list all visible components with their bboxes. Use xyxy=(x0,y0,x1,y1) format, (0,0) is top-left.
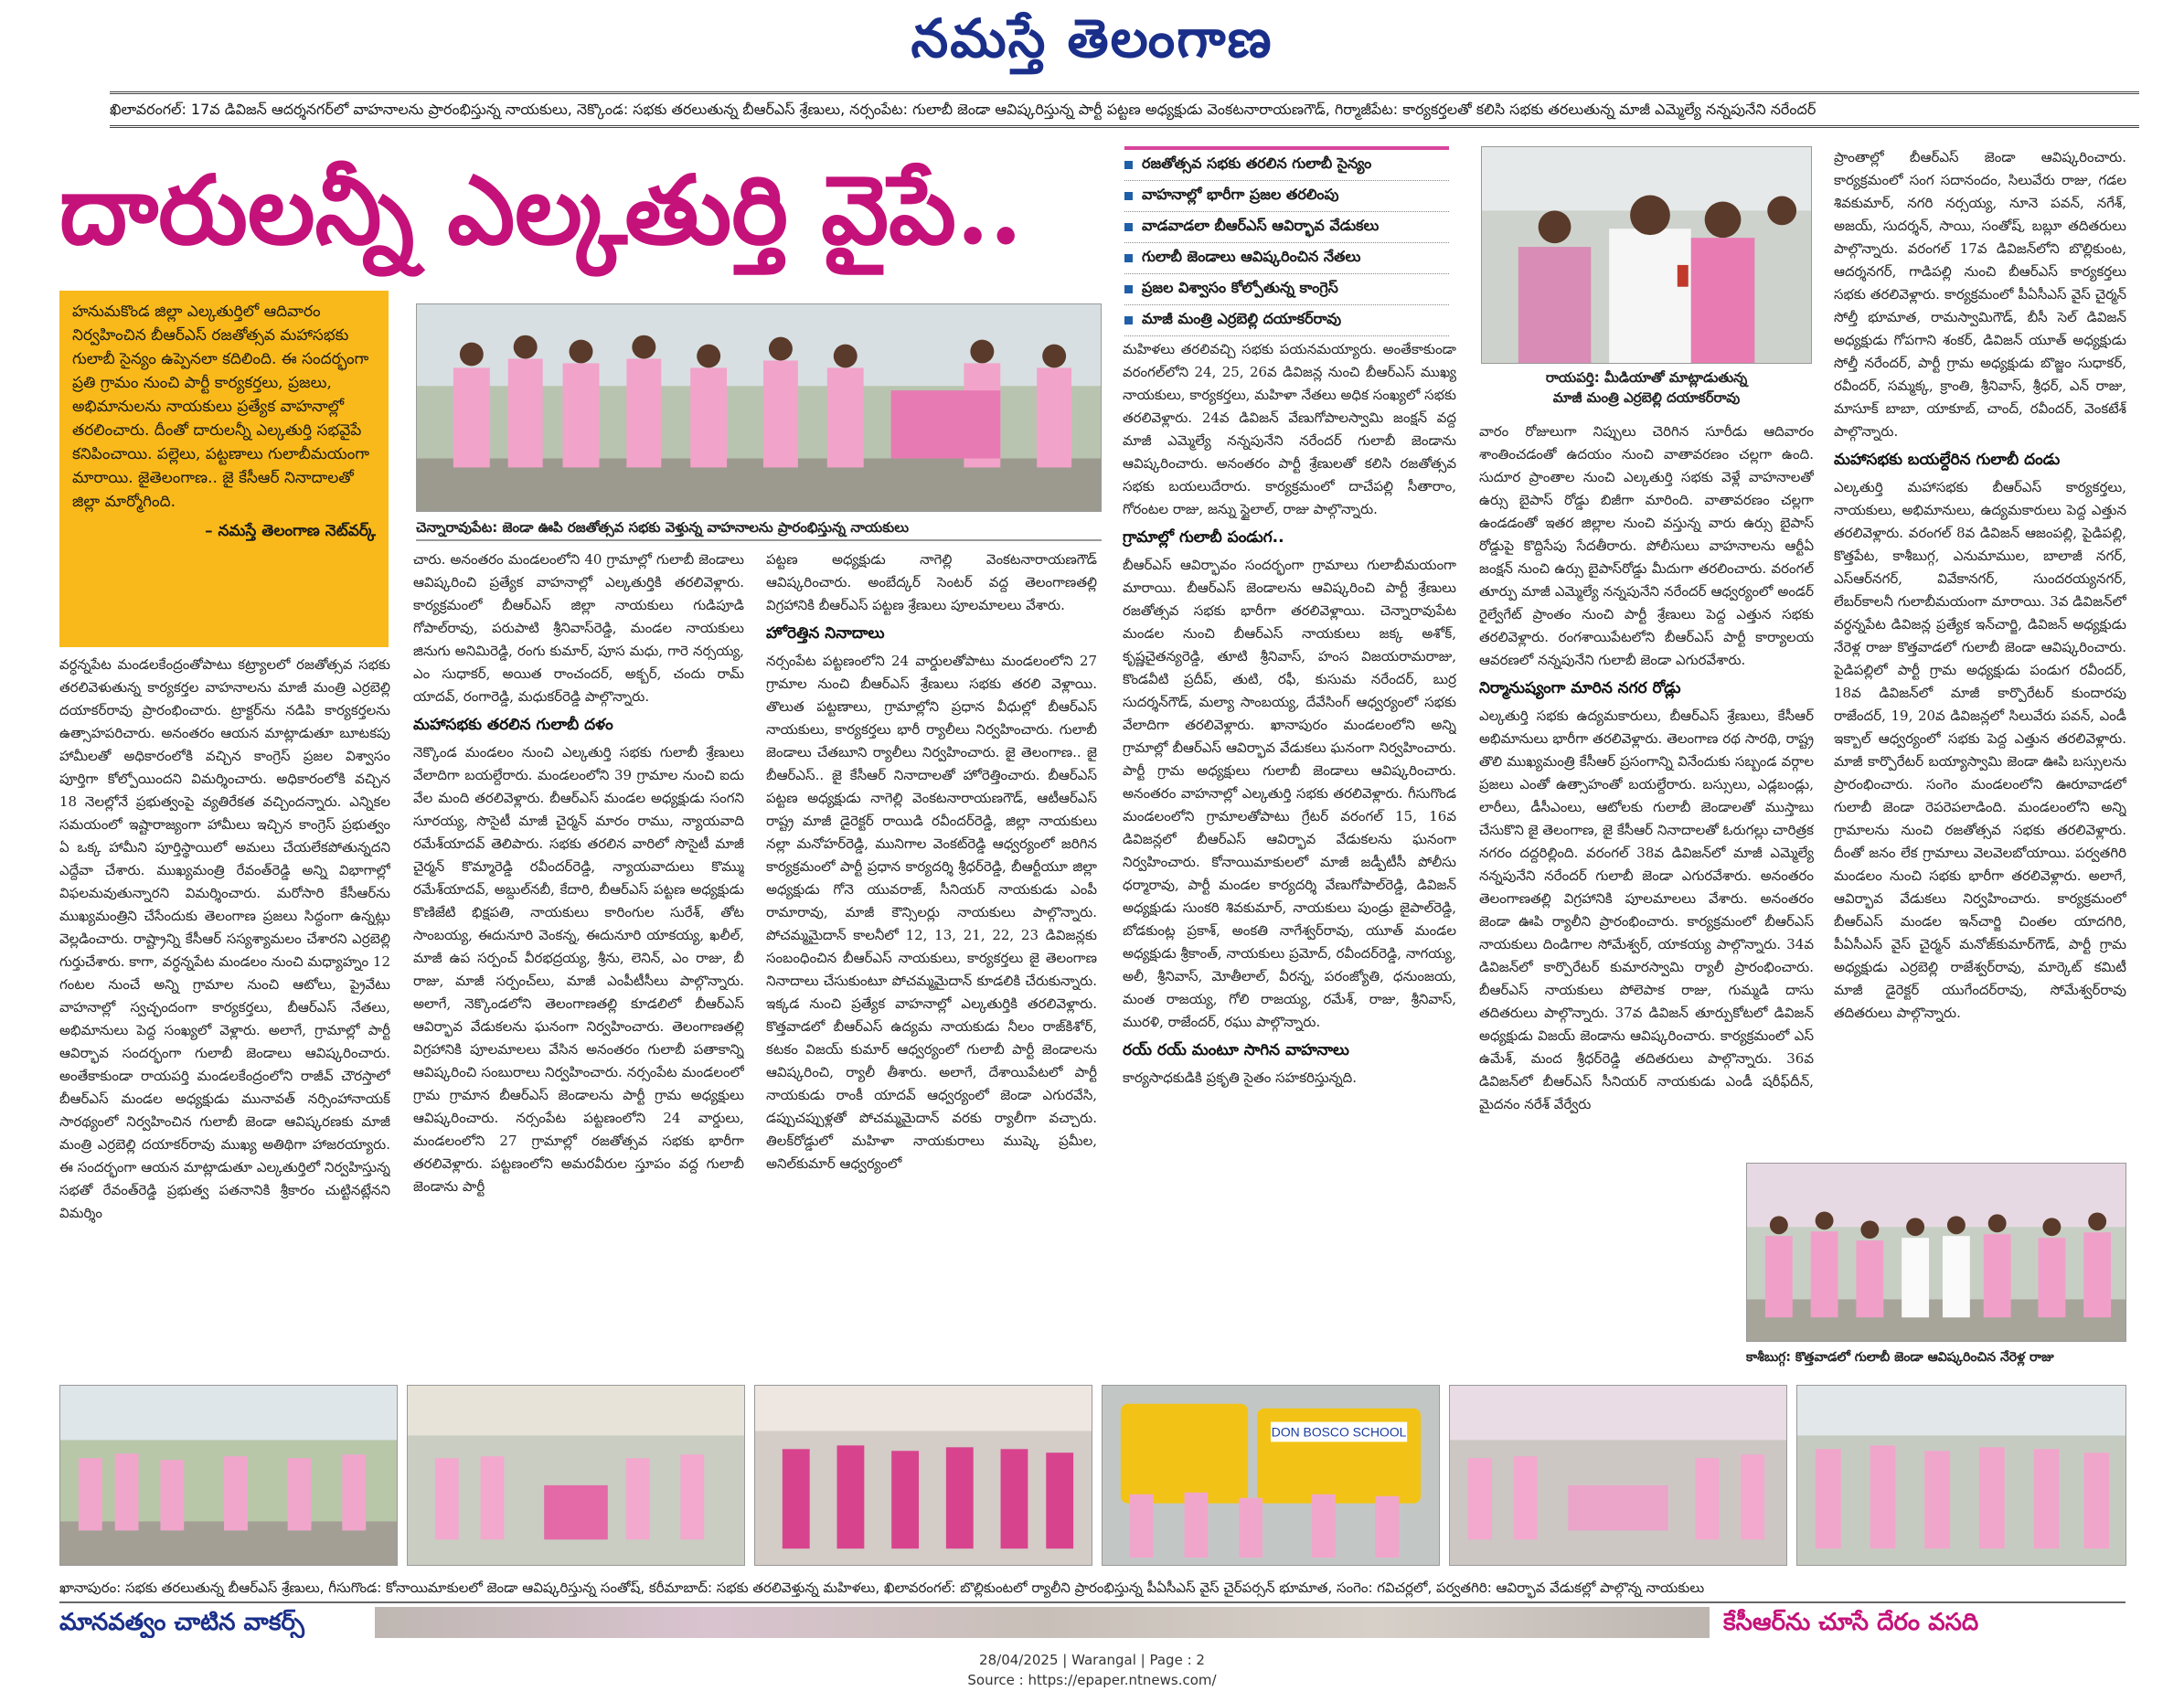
highlight-item: మాజీ మంత్రి ఎర్రబెల్లి దయాకర్‌రావు xyxy=(1124,305,1449,336)
bullet-square-icon xyxy=(1124,254,1133,262)
article-column-3 xyxy=(766,548,1097,1376)
intro-box xyxy=(59,291,389,647)
bus-sign-text: DON BOSCO SCHOOL xyxy=(1271,1424,1407,1440)
bottom-photo-parvathagiri xyxy=(1796,1385,2126,1566)
page-footer xyxy=(0,1650,2184,1690)
bullet-square-icon xyxy=(1124,285,1133,293)
column-2-text: చారు. అనంతరం మండలంలోని 40 గ్రామాల్లో గులాబీ జెండాలు ఆవిష్కరించి ప్రత్యేక వాహనాల్లో ఎల్కతుర్తికి తరలివెళ్లారు. కార్యక్రమంలో బీఆర్‌ఎస్‌ జిల్లా నాయకులు గుడిపూడి గోపాల్‌రావు, పరుపాటి శ్రీనివాస్‌రెడ్డి, మండల నాయకులు జినుగు అనిమిరెడ్డి, రంగు కుమార్‌, పూస మధు, గారె నర్సయ్య, ఎం సుధాకర్‌, అయిత రాంచందర్‌, అక్బర్‌, చందు రామ్‌ యాదవ్‌, రంగారెడ్డి, మధుకర్‌రెడ్డి పాల్గొన్నారు. xyxy=(413,551,744,705)
right-top-caption-line1: రాయపర్తి: మీడియాతో మాట్లాడుతున్న xyxy=(1545,369,1748,386)
intro-text: హనుమకొండ జిల్లా ఎల్కతుర్తిలో ఆదివారం నిర్వహించిన బీఆర్‌ఎస్‌ రజతోత్సవ మహాసభకు గులాబీ సైన్యం ఉప్పెనలా కదిలింది. ఈ సందర్భంగా ప్రతి గ్రామం నుంచి పార్టీ కార్యకర్తలు, ప్రజలు, అభిమానులను నాయకులు ప్రత్యేక వాహనాల్లో తరలించారు. దీంతో దారులన్నీ ఎల్కతుర్తి సభవైపే కనిపించాయి. పల్లెలు, పట్టణాలు గులాబీమయంగా మారాయి. జైతెలంగాణ.. జై కేసీఆర్‌ నినాదాలతో జిల్లా మార్మోగింది. xyxy=(72,303,369,511)
top-photo-caption: ఖిలావరంగల్‌: 17వ డివిజన్‌ ఆదర్శనగర్‌లో వాహనాలను ప్రారంభిస్తున్న నాయకులు, నెక్కొండ: సభకు తరలుతున్న బీఆర్‌ఎస్‌ శ్రేణులు, నర్సంపేట: గులాబీ జెండా ఆవిష్కరిస్తున్న పార్టీ పట్టణ అధ్యక్షుడు వెంకటనారాయణగౌడ్‌, గిర్మాజీపేట: కార్యకర్తలతో కలిసి సభకు తరలుతున్న మాజీ ఎమ్మెల్యే నన్నపునేని నరేందర్‌ xyxy=(110,91,2139,128)
intro-signature: – నమస్తే తెలంగాణ నెట్‌వర్క్‌ xyxy=(205,522,376,540)
subhead-slogans: హోరెత్తిన నినాదాలు xyxy=(766,624,885,643)
column-4-text-b: బీఆర్‌ఎస్‌ ఆవిర్భావం సందర్భంగా గ్రామాలు గులాబీమయంగా మారాయి. బీఆర్‌ఎస్‌ జెండాలను ఆవిష్కరించి పార్టీ శ్రేణులు రజతోత్సవ సభకు భారీగా తరలివెళ్లాయి. చెన్నారావుపేట మండల నుంచి బీఆర్‌ఎస్‌ నాయకులు జక్క అశోక్‌, కృష్ణచైతన్యరెడ్డి, తూటి శ్రీనివాస్‌, హంస విజయరామరాజు, కొండవీటి ప్రదీప్‌, తుటి, రఫీ, కుసుమ నరేందర్‌, బుర్ర సుదర్శన్‌గౌడ్‌, మల్యా సాంబయ్య, దేవేసింగ్‌ ఆధ్వర్యంలో సభకు వేలాదిగా తరలివెళ్లారు. ఖానాపురం మండలంలోని అన్ని గ్రామాల్లో బీఆర్‌ఎస్‌ ఆవిర్భావ వేడుకలు ఘనంగా నిర్వహించారు. పార్టీ గ్రామ అధ్యక్షులు గులాబీ జెండాలు ఆవిష్కరించారు. అనంతరం వాహనాల్లో ఎల్కతుర్తి సభకు తరలివెళ్లారు. గీసుగొండ మండలంలోని గ్రామాలతోపాటు గ్రేటర్‌ వరంగల్‌ 15, 16వ డివిజన్లలో బీఆర్‌ఎస్‌ ఆవిర్భావ వేడుకలను ఘనంగా నిర్వహించారు. కోనాయిమాకులలో మాజీ జడ్పీటీసీ పోలీసు ధర్మారావు, పార్టీ మండల కార్యదర్శి వేణుగోపాల్‌రెడ్డి, డివిజన్‌ అధ్యక్షుడు సుంకరి శివకుమార్‌, నాయకులు పుండ్రు జైపాల్‌రెడ్డి, బోడకుంట్ల ప్రకాశ్‌, అంకతి నాగేశ్వర్‌రావు, యూత్‌ మండల అధ్యక్షుడు శ్రీకాంత్‌, నాయకులు ప్రమోద్‌, రవీందర్‌రెడ్డి, నాగయ్య, అలీ, శ్రీనివాస్‌, మోతీలాల్‌, వీరన్న, పరంజ్యోతి, ధనుంజయ, మంత రాజయ్య, గోలి రాజయ్య, రమేశ్‌, రాజు, శ్రీనివాస్‌, మురళి, రాజేందర్‌, రఘు పాల్గొన్నారు. xyxy=(1123,557,1456,1030)
bottom-photo-khila-warangal xyxy=(1102,1385,1440,1566)
right-top-caption-line2: మాజీ మంత్రి ఎర్రబెల్లి దయాకర్‌రావు xyxy=(1552,389,1741,406)
column-5-text-b: ఎల్కతుర్తి సభకు ఉద్యమకారులు, బీఆర్‌ఎస్‌ శ్రేణులు, కేసీఆర్‌ అభిమానులు భారీగా తరలివెళ్లారు. తెలంగాణ రథ సారథి, రాష్ట్ర తొలి ముఖ్యమంత్రి కేసీఆర్‌ ప్రసంగాన్ని వినేందుకు సబ్బండ వర్గాల ప్రజలు ఎంతో ఉత్సాహంతో బయల్దేరారు. బస్సులు, ఎడ్లబండ్లు, లారీలు, డీసీఎంలు, ఆటోలకు గులాబీ జెండాలతో ముస్తాబు చేసుకొని జై తెలంగాణ, జై కేసీఆర్‌ నినాదాలతో ఓరుగల్లు చారిత్రక నగరం దద్దరిల్లింది. వరంగల్‌ 38వ డివిజన్‌లో మాజీ ఎమ్మెల్యే నన్నపునేని నరేందర్‌ గులాబీ జెండా ఎగురవేశారు. అనంతరం తెలంగాణతల్లి విగ్రహానికి పూలమాలలు వేశారు. అనంతరం జెండా ఊపి ర్యాలీని ప్రారంభించారు. కార్యక్రమంలో బీఆర్‌ఎస్‌ నాయకులు దిండిగాల సోమేశ్వర్‌, యాకయ్య పాల్గొన్నారు. 34వ డివిజన్‌లో కార్పొరేటర్‌ కుమారస్వామి ర్యాలీ ప్రారంభించారు. బీఆర్‌ఎస్‌ నాయకులు పోలెపాక రాజు, గుమ్మడి దాసు తదితరులు పాల్గొన్నారు. 37వ డివిజన్‌ తూర్పుకోటలో డివిజన్‌ అధ్యక్షుడు విజయ్‌ జెండాను ఆవిష్కరించారు. కార్యక్రమంలో ఎస్‌ ఉమేశ్‌, మంద శ్రీధర్‌రెడ్డి తదితరులు పాల్గొన్నారు. 36వ డివిజన్‌లో బీఆర్‌ఎస్‌ సీనియర్‌ నాయకుడు ఎండీ షరీఫ్‌దీన్‌, మైదనం నరేశ్‌ వేర్వేరు xyxy=(1479,707,1814,1112)
article-column-2 xyxy=(413,548,744,1376)
column-4-text: మహిళలు తరలివచ్చి సభకు పయనమయ్యారు. అంతేకాకుండా వరంగల్‌లోని 24, 25, 26వ డివిజన్ల నుంచి బీఆర్‌ఎస్‌ ముఖ్య నాయకులు, కార్యకర్తలు, మహిళా నేతలు అధిక సంఖ్యలో సభకు తరలివెళ్లారు. 24వ డివిజన్‌ వేణుగోపాలస్వామి జంక్షన్‌ వద్ద మాజీ ఎమ్మెల్యే నన్నపునేని నరేందర్‌ గులాబీ జెండాను ఆవిష్కరించారు. అనంతరం పార్టీ శ్రేణులతో కలిసి రజతోత్సవ సభకు బయలుదేరారు. కార్యక్రమంలో దాచేపల్లి సీతారాం, గోరంటల రాజు, జన్ను స్టైలాల్‌, రాజు పాల్గొన్నారు. xyxy=(1123,341,1456,517)
bullet-square-icon xyxy=(1124,316,1133,324)
column-6-text: ప్రాంతాల్లో బీఆర్‌ఎస్‌ జెండా ఆవిష్కరించారు. కార్యక్రమంలో సంగ సదానందం, సిలువేరు రాజు, గడల శివకుమార్‌, నగరి నర్సయ్య, నూనె పవన్‌, నగేశ్‌, అజయ్‌, సుదర్శన్‌, సాయి, సంతోష్‌, బబ్లూ తదితరులు పాల్గొన్నారు. వరంగల్‌ 17వ డివిజన్‌లోని బొల్లికుంట, ఆదర్శనగర్‌, గాడిపల్లి నుంచి బీఆర్‌ఎస్‌ కార్యకర్తలు సభకు తరలివెళ్లారు. కార్యక్రమంలో పీఏసీఎస్‌ వైస్‌ చైర్మన్‌ సోల్తీ భూమాత, రామస్వామిగౌడ్‌, బీసీ సెల్‌ డివిజన్‌ అధ్యక్షుడు గోపగాని శంకర్‌, డివిజన్‌ యూత్‌ అధ్యక్షుడు సోల్తీ నరేందర్‌, పార్టీ గ్రామ అధ్యక్షుడు బొజ్జం సుధాకర్‌, రవీందర్‌, సమ్మక్క, క్రాంతి, శ్రీనివాస్‌, శ్రీధర్‌, ఎన్‌ రాజు, మాసూక్‌ బాబా, యాకూబ్‌, చాంద్‌, రవీందర్‌, వెంకటేశ్‌ పాల్గొన్నారు. xyxy=(1834,149,2126,440)
bullet-square-icon xyxy=(1124,192,1133,200)
highlight-item: ప్రజల విశ్వాసం కోల్పోతున్న కాంగ్రెస్‌ xyxy=(1124,274,1449,305)
subhead-vehicles: రయ్‌ రయ్‌ మంటూ సాగిన వాహనాలు xyxy=(1123,1041,1349,1059)
bottom-photos-caption: ఖానాపురం: సభకు తరలుతున్న బీఆర్‌ఎస్‌ శ్రేణులు, గీసుగొండ: కోనాయిమాకులలో జెండా ఆవిష్కరిస్తున్న సంతోష్‌, కరీమాబాద్‌: సభకు తరలివెళ్తున్న మహిళలు, ఖిలావరంగల్‌: బొల్లికుంటలో ర్యాలీని ప్రారంభిస్తున్న పీఏసీఎస్‌ వైస్‌ చైర్‌పర్సన్‌ భూమాత, సంగెం: గవిచర్లలో, పర్వతగిరి: ఆవిర్భావ వేడుకల్లో పాల్గొన్న నాయకులు xyxy=(59,1574,2125,1603)
article-column-1 xyxy=(59,654,390,1376)
main-photo xyxy=(416,303,1102,512)
subhead-village-festival: గ్రామాల్లో గులాబీ పండుగ.. xyxy=(1123,528,1284,547)
highlight-item: వాహనాల్లో భారీగా ప్రజల తరలింపు xyxy=(1124,181,1449,212)
column-3-text: పట్టణ అధ్యక్షుడు నాగెల్లి వెంకటనారాయణగౌడ్‌ ఆవిష్కరించారు. అంబేద్కర్‌ సెంటర్‌ వద్ద తెలంగాణతల్లి విగ్రహానికి బీఆర్‌ఎస్‌ పట్టణ శ్రేణులు పూలమాలలు వేశారు. xyxy=(766,551,1097,613)
masthead: నమస్తే తెలంగాణ xyxy=(911,7,1273,69)
bullet-square-icon xyxy=(1124,161,1133,169)
bottom-photo-kareemabad xyxy=(754,1385,1092,1566)
highlights-box xyxy=(1124,146,1449,333)
column-1-text: వర్ధన్నపేట మండలకేంద్రంతోపాటు కట్ర్యాలలో రజతోత్సవ సభకు తరలివెళుతున్న కార్యకర్తల వాహనాలను మాజీ మంత్రి ఎర్రబెల్లి దయాకర్‌రావు ప్రారంభించారు. ట్రాక్టర్‌ను నడిపి కార్యకర్తలను ఉత్సాహపరిచారు. అనంతరం ఆయన మాట్లాడుతూ బూటకపు హామీలతో అధికారంలోకి వచ్చిన కాంగ్రెస్‌ ప్రజల విశ్వాసం పూర్తిగా కోల్పోయిందని విమర్శించారు. అధికారంలోకి వచ్చిన 18 నెలల్లోనే ప్రభుత్వంపై వ్యతిరేకత వచ్చిందన్నారు. ఎన్నికల సమయంలో ఇష్టారాజ్యంగా హామీలు ఇచ్చిన కాంగ్రెస్‌ ప్రభుత్వం ఏ ఒక్క హామీని పూర్తిస్థాయిలో అమలు చేయలేకపోతున్నదని ఎద్దేవా చేశారు. ముఖ్యమంత్రి రేవంత్‌రెడ్డి అన్ని విభాగాల్లో విఫలమవుతున్నారని విమర్శించారు. మరోసారి కేసీఆర్‌ను ముఖ్యమంత్రిని చేసేందుకు తెలంగాణ ప్రజలు సిద్ధంగా ఉన్నట్లు వెల్లడించారు. రాష్ట్రాన్ని కేసీఆర్‌ సస్యశ్యామలం చేశారని ఎర్రబెల్లి గుర్తుచేశారు. కాగా, వర్ధన్నపేట మండలం నుంచి మధ్యాహ్నం 12 గంటల నుంచే అన్ని గ్రామాల నుంచి ఆటోలు, ప్రైవేటు వాహనాల్లో స్వచ్ఛందంగా కార్యకర్తలు, బీఆర్‌ఎస్‌ నేతలు, అభిమానులు పెద్ద సంఖ్యలో వెళ్లారు. అలాగే, గ్రామాల్లో పార్టీ ఆవిర్భావ సందర్భంగా గులాబీ జెండాలు ఆవిష్కరించారు. అంతేకాకుండా రాయపర్తి మండలకేంద్రంలోని రాజీవ్‌ చౌరస్తాలో బీఆర్‌ఎస్‌ మండల అధ్యక్షుడు మునావత్‌ నర్సింహానాయక్‌ సారథ్యంలో నిర్వహించిన గులాబీ జెండా ఆవిష్కరణకు మాజీ మంత్రి ఎర్రబెల్లి దయాకర్‌రావు ముఖ్య అతిథిగా హాజరయ్యారు. ఈ సందర్భంగా ఆయన మాట్లాడుతూ ఎల్కతుర్తిలో నిర్వహిస్తున్న సభతో రేవంత్‌రెడ్డి ప్రభుత్వ పతనానికి శ్రీకారం చుట్టినట్లేనని విమర్శిం xyxy=(59,656,390,1221)
bottom-photo-khanapuram xyxy=(59,1385,398,1566)
highlight-item: వాడవాడలా బీఆర్‌ఎస్‌ ఆవిర్భావ వేడుకలు xyxy=(1124,212,1449,243)
right-top-photo-caption xyxy=(1481,367,1812,411)
subhead-empty-roads: నిర్మానుష్యంగా మారిన నగర రోడ్లు xyxy=(1479,679,1681,697)
column-5-text: వారం రోజులుగా నిప్పులు చెరిగిన సూరీడు ఆదివారం శాంతించడంతో ఉదయం నుంచి వాతావరణం చల్లగా ఉంది. సుదూర ప్రాంతాల నుంచి ఎల్కతుర్తి సభకు వెళ్లే వాహనాలతో ఉర్సు బైపాస్‌ రోడ్డు బిజీగా మారింది. వాతావరణం చల్లగా ఉండడంతో ఇతర జిల్లాల నుంచి వస్తున్న వారు ఉర్సు బైపాస్‌ రోడ్డుపై కొద్దిసేపు సేదతీరారు. పోలీసులు వాహనాలను ఆర్టీఏ జంక్షన్‌ నుంచి ఉర్సు బైపాస్‌రోడ్డు మీదుగా తరలించారు. వరంగల్‌ తూర్పు మాజీ ఎమ్మెల్యే నన్నపునేని నరేందర్‌ ఆధ్వర్యంలో అండర్‌ రైల్వేగేట్‌ ప్రాంతం నుంచి పార్టీ శ్రేణులు పెద్ద ఎత్తున సభకు తరలివెళ్లారు. రంగశాయిపేటలోని బీఆర్‌ఎస్‌ పార్టీ కార్యాలయ ఆవరణలో నన్నపునేని గులాబీ జెండా ఎగురవేశారు. xyxy=(1479,423,1814,668)
teaser-photo-strip xyxy=(375,1607,1710,1638)
footer-source: Source : https://epaper.ntnews.com/ xyxy=(967,1672,1217,1688)
subhead-pink-army: మహాసభకు బయల్దేరిన గులాబీ దండు xyxy=(1834,451,2061,469)
highlight-item: రజతోత్సవ సభకు తరలిన గులాబీ సైన్యం xyxy=(1124,150,1449,181)
footer-date-edition: 28/04/2025 | Warangal | Page : 2 xyxy=(979,1652,1205,1668)
main-photo-caption: చెన్నారావుపేట: జెండా ఊపి రజతోత్సవ సభకు వెళ్తున్న వాహనాలను ప్రారంభిస్తున్న నాయకులు xyxy=(416,517,1102,541)
column-6-text-b: ఎల్కతుర్తి మహాసభకు బీఆర్‌ఎస్‌ కార్యకర్తలు, నాయకులు, అభిమానులు, ఉద్యమకారులు పెద్ద ఎత్తున తరలివెళ్లారు. వరంగల్‌ 8వ డివిజన్‌ ఆజంపల్లి, పైడిపల్లి, కొత్తపేట, కాశీబుగ్గ, ఎనుమాముల, బాలాజీ నగర్‌, ఎస్‌ఆర్‌నగర్‌, వివేకానగర్‌, సుందరయ్యనగర్‌, లేబర్‌కాలనీ గులాబీమయంగా మారాయి. 3వ డివిజన్‌లో వర్ధన్నపేట డివిజన్ల ప్రత్యేక ఇన్‌చార్జి, డివిజన్‌ అధ్యక్షుడు నేరెళ్ల రాజు కొత్తవాడలో గులాబీ జెండా ఆవిష్కరించారు. పైడిపల్లిలో పార్టీ గ్రామ అధ్యక్షుడు పండుగ రవీందర్‌, 18వ డివిజన్‌లో మాజీ కార్పొరేటర్‌ కుందారపు రాజేందర్‌, 19, 20వ డివిజన్లలో సిలువేరు పవన్‌, ఎండీ ఇక్బాల్‌ ఆధ్వర్యంలో సభకు పెద్ద ఎత్తున తరలివెళ్లారు. మాజీ కార్పొరేటర్‌ బయ్యాస్వామి జెండా ఊపి బస్సులను ప్రారంభించారు. సంగెం మండలంలోని ఊరూవాడలో గులాబీ జెండా రెపరెపలాడింది. మండలంలోని అన్ని గ్రామాలను నుంచి రజతోత్సవ సభకు తరలివెళ్లారు. దీంతో జనం లేక గ్రామాలు వెలవెలబోయాయి. పర్వతగిరి మండలం నుంచి సభకు భారీగా తరలివెళ్లారు. అలాగే, ఆవిర్భావ వేడుకలు నిర్వహించారు. కార్యక్రమంలో బీఆర్‌ఎస్‌ మండల ఇన్‌చార్జి చింతల యాదగిరి, పీఏసీఎస్‌ వైస్‌ చైర్మన్‌ మనోజ్‌కుమార్‌గౌడ్‌, పార్టీ గ్రామ అధ్యక్షుడు ఎర్రబెల్లి రాజేశ్వర్‌రావు, మార్కెట్‌ కమిటీ మాజీ డైరెక్టర్‌ యుగేందర్‌రావు, సోమేశ్వర్‌రావు తదితరులు పాల్గొన్నారు. xyxy=(1834,479,2126,1021)
column-2-text-b: నెక్కొండ మండలం నుంచి ఎల్కతుర్తి సభకు గులాబీ శ్రేణులు వేలాదిగా బయల్దేరారు. మండలంలోని 39 గ్రామాల నుంచి ఐదు వేల మంది తరలివెళ్లారు. బీఆర్‌ఎస్‌ మండల అధ్యక్షుడు సంగని సూరయ్య, సొసైటీ మాజీ చైర్మన్‌ మారం రాము, న్యాయవాది రమేశ్‌యాదవ్‌ తెలిపారు. సభకు తరలిన వారిలో సొసైటీ మాజీ చైర్మన్‌ కొమ్మారెడ్డి రవీందర్‌రెడ్డి, న్యాయవాదులు కొమ్ము రమేశ్‌యాదవ్‌, అబ్దుల్‌నబీ, కేదారి, బీఆర్‌ఎస్‌ పట్టణ అధ్యక్షుడు కొణిజేటి భిక్షపతి, నాయకులు కారింగుల సురేశ్‌, తోట సాంబయ్య, ఈదునూరి వెంకన్న, ఈదునూరి యాకయ్య, ఖలీల్‌, మాజీ ఉప సర్పంచ్‌ వీరభద్రయ్య, శ్రీను, లెనిన్‌, ఎం రాజు, బీ రాజు, మాజీ సర్పంచ్‌లు, మాజీ ఎంపీటీసీలు పాల్గొన్నారు. అలాగే, నెక్కొండలోని తెలంగాణతల్లి కూడలిలో బీఆర్‌ఎస్‌ ఆవిర్భావ వేడుకలను ఘనంగా నిర్వహించారు. తెలంగాణతల్లి విగ్రహానికి పూలమాలలు వేసిన అనంతరం గులాబీ పతాకాన్ని ఆవిష్కరించి సంబురాలు నిర్వహించారు. నర్సంపేట మండలంలో గ్రామ గ్రామాన బీఆర్‌ఎస్‌ జెండాలను పార్టీ గ్రామ అధ్యక్షులు ఆవిష్కరించారు. నర్సంపేట పట్టణంలోని 24 వార్డులు, మండలంలోని 27 గ్రామాల్లో రజతోత్సవ సభకు భారీగా తరలివెళ్లారు. పట్టణంలోని అమరవీరుల స్తూపం వద్ద గులాబీ జెండాను పార్టీ xyxy=(413,744,744,1195)
headline: దారులన్నీ ఎల్కతుర్తి వైపే.. xyxy=(59,154,1023,266)
article-column-5 xyxy=(1479,420,1814,1376)
teaser-left-headline: మానవత్వం చాటిన వాకర్స్‌ xyxy=(59,1609,304,1636)
subhead-mahasabha: మహాసభకు తరలిన గులాబీ దళం xyxy=(413,716,613,734)
article-column-6 xyxy=(1834,146,2126,1156)
right-top-photo xyxy=(1481,146,1812,364)
article-column-4 xyxy=(1123,338,1456,1376)
bullet-square-icon xyxy=(1124,223,1133,231)
highlight-item: గులాబీ జెండాలు ఆవిష్కరించిన నేతలు xyxy=(1124,243,1449,274)
teaser-right-headline: కేసీఆర్‌ను చూసే దేరం వసది xyxy=(1723,1609,1979,1636)
column-3-text-b: నర్సంపేట పట్టణంలోని 24 వార్డులతోపాటు మండలంలోని 27 గ్రామాల నుంచి బీఆర్‌ఎస్‌ శ్రేణులు సభకు తరలి వెళ్లాయి. తొలుత పట్టణాలు, గ్రామాల్లోని ప్రధాన వీధుల్లో బీఆర్‌ఎస్‌ నాయకులు, కార్యకర్తలు భారీ ర్యాలీలు నిర్వహించారు. గులాబీ జెండాలు చేతబూని ర్యాలీలు నిర్వహించారు. జై తెలంగాణ.. జై బీఆర్‌ఎస్‌.. జై కేసీఆర్‌ నినాదాలతో హోరెత్తించారు. బీఆర్‌ఎస్‌ పట్టణ అధ్యక్షుడు నాగెల్లి వెంకటనారాయణగౌడ్‌, ఆటీఆర్‌ఎస్‌ రాష్ట్ర మాజీ డైరెక్టర్‌ రాయిడి రవీందర్‌రెడ్డి, జిల్లా నాయకులు నల్లా మనోహర్‌రెడ్డి, మునిగాల వెంకట్‌రెడ్డి ఆధ్వర్యంలో జరిగిన కార్యక్రమంలో పార్టీ ప్రధాన కార్యదర్శి శ్రీధర్‌రెడ్డి, బీఆర్టీయూ జిల్లా అధ్యక్షుడు గోనె యువరాజ్‌, సీనియర్‌ నాయకుడు ఎంపీ రామారావు, మాజీ కౌన్సిలర్లు నాయకులు పాల్గొన్నారు. పోచమ్మమైదాన్‌ కాలనీలో 12, 13, 21, 22, 23 డివిజన్లకు సంబంధించిన బీఆర్‌ఎస్‌ నాయకులు, కార్యకర్తలు జై తెలంగాణ నినాదాలు చేసుకుంటూ పోచమ్మమైదాన్‌ కూడలికి చేరుకున్నారు. ఇక్కడ నుంచి ప్రత్యేక వాహనాల్లో ఎల్కతుర్తికి తరలివెళ్లారు. కొత్తవాడలో బీఆర్‌ఎస్‌ ఉద్యమ నాయకుడు నీలం రాజ్‌కిశోర్‌, కటకం విజయ్‌ కుమార్‌ ఆధ్వర్యంలో గులాబీ పార్టీ జెండాలను ఆవిష్కరించి, ర్యాలీ తీశారు. అలాగే, దేశాయిపేటలో పార్టీ నాయకుడు రాంకీ యాదవ్‌ ఆధ్వర్యంలో జెండా ఎగురవేసి, డప్పుచప్పుళ్లతో పోచమ్మమైదాన్‌ వరకు ర్యాలీగా వచ్చారు. తిలక్‌రోడ్డులో మహిళా నాయకురాలు ముష్కె ప్రమీల, అనిల్‌కుమార్‌ ఆధ్వర్యంలో xyxy=(766,653,1097,1172)
column-4-text-c: కార్యసాధకుడికి ప్రకృతి సైతం సహకరిస్తున్నది. xyxy=(1123,1069,1358,1086)
right-bottom-photo-caption: కాశీబుగ్గ: కొత్తవాడలో గులాబీ జెండా ఆవిష్కరించిన నేరెళ్ల రాజు xyxy=(1746,1350,2054,1365)
bottom-photo-geesugonda xyxy=(407,1385,745,1566)
bottom-photo-sangem xyxy=(1449,1385,1787,1566)
